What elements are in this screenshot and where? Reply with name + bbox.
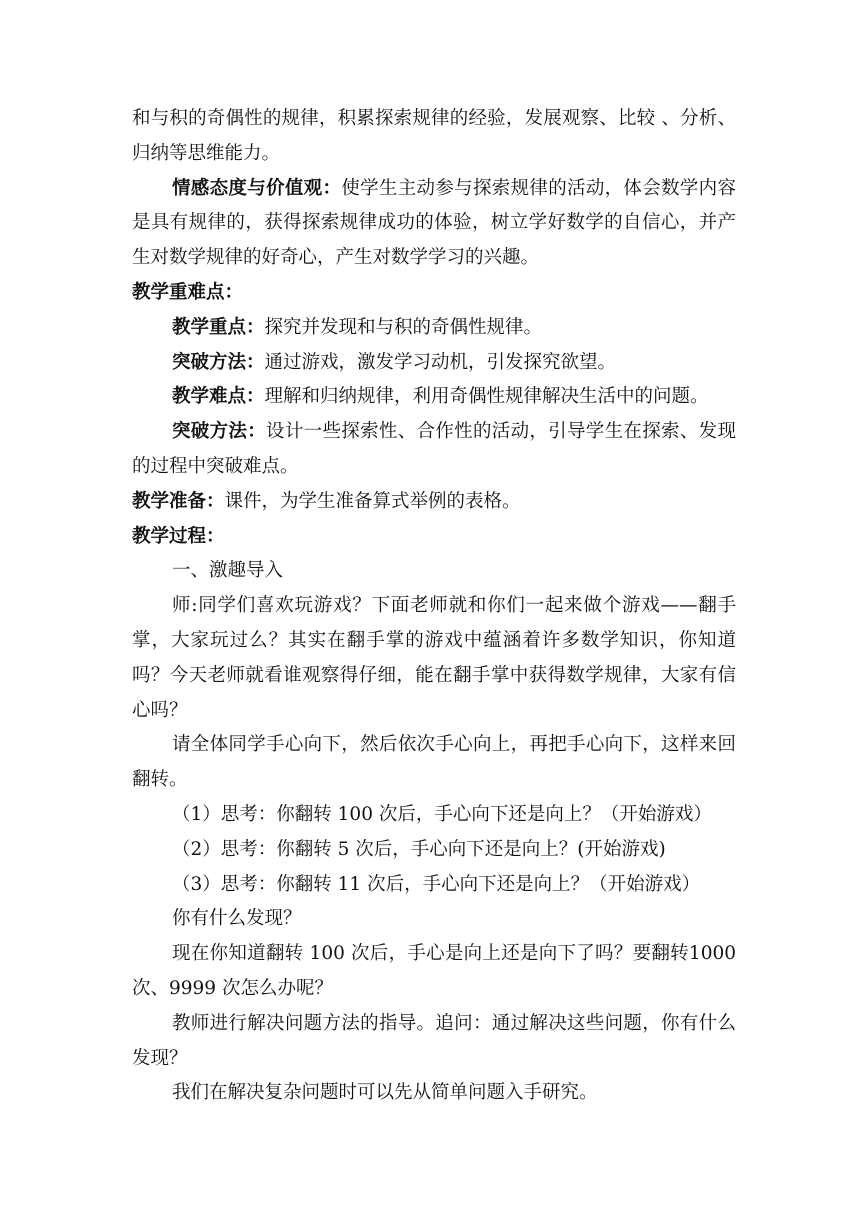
- paragraph: [132, 102, 736, 172]
- paragraph: [132, 172, 736, 276]
- paragraph-text: 和与积的奇偶性的规律，积累探索规律的经验，发展观察、比较 、分析、归纳等思维能力。: [132, 108, 736, 164]
- paragraph-text: （1）思考：你翻转 100 次后，手心向下还是向上？（开始游戏）: [172, 803, 712, 825]
- paragraph: [132, 380, 736, 415]
- paragraph-text: （2）思考：你翻转 5 次后，手心向下还是向上？(开始游戏): [172, 838, 666, 860]
- paragraph-text: 我们在解决复杂问题时可以先从简单问题入手研究。: [172, 1082, 598, 1104]
- paragraph: [132, 589, 736, 728]
- paragraph-text: 一、激趣导入: [172, 560, 284, 582]
- paragraph: [132, 485, 736, 520]
- paragraph: [132, 868, 736, 903]
- paragraph: [132, 728, 736, 798]
- document-body: [132, 102, 736, 1111]
- section-heading: [132, 276, 736, 311]
- paragraph: [132, 902, 736, 937]
- paragraph-text: 课件，为学生准备算式举例的表格。: [224, 490, 521, 512]
- paragraph-text: 使学生主动参与探索规律的活动，体会数学内容是具有规律的，获得探索规律成功的体验，树立学好数学的自信心，并产生对数学规律的好奇心，产生对数学学习的兴趣。: [132, 177, 736, 269]
- paragraph: [132, 311, 736, 346]
- paragraph-text: 通过游戏，激发学习动机，引发探究欲望。: [264, 351, 617, 373]
- paragraph: [132, 346, 736, 381]
- section-heading: [132, 520, 736, 555]
- paragraph-lead: 情感态度与价值观：: [172, 177, 342, 199]
- paragraph: [132, 833, 736, 868]
- paragraph-text: 理解和归纳规律，利用奇偶性规律解决生活中的问题。: [264, 386, 709, 408]
- paragraph-lead: 教学难点：: [172, 386, 265, 408]
- paragraph-text: 教师进行解决问题方法的指导。追问：通过解决这些问题，你有什么发现？: [132, 1012, 736, 1069]
- paragraph: [132, 937, 736, 1007]
- paragraph-text: 你有什么发现？: [172, 908, 302, 930]
- paragraph-text: （3）思考：你翻转 11 次后，手心向下还是向上？（开始游戏）: [172, 873, 701, 895]
- paragraph-text: 师:同学们喜欢玩游戏？下面老师就和你们一起来做个游戏——翻手掌，大家玩过么？其实在翻手掌的游戏中蕴涵着许多数学知识，你知道吗？今天老师就看谁观察得仔细，能在翻手掌中获得数学规律，大家有信心吗？: [132, 595, 736, 721]
- paragraph-lead: 教学重点：: [172, 316, 265, 338]
- paragraph-lead: 教学过程：: [132, 525, 225, 547]
- paragraph-lead: 教学准备：: [132, 490, 225, 512]
- paragraph: [132, 415, 736, 485]
- paragraph: [132, 1007, 736, 1077]
- paragraph-lead: 突破方法：: [172, 421, 267, 443]
- paragraph-text: 设计一些探索性、合作性的活动，引导学生在探索、发现的过程中突破难点。: [132, 421, 736, 477]
- paragraph-lead: 教学重难点：: [132, 281, 244, 303]
- paragraph: [132, 1076, 736, 1111]
- paragraph-lead: 突破方法：: [172, 351, 265, 373]
- paragraph-text: 现在你知道翻转 100 次后，手心是向上还是向下了吗？要翻转1000 次、9999 次怎么办呢？: [132, 943, 736, 999]
- paragraph-text: 请全体同学手心向下，然后依次手心向上，再把手心向下，这样来回翻转。: [132, 734, 736, 791]
- paragraph: [132, 798, 736, 833]
- paragraph-text: 探究并发现和与积的奇偶性规律。: [264, 316, 543, 338]
- subsection-heading: [132, 554, 736, 589]
